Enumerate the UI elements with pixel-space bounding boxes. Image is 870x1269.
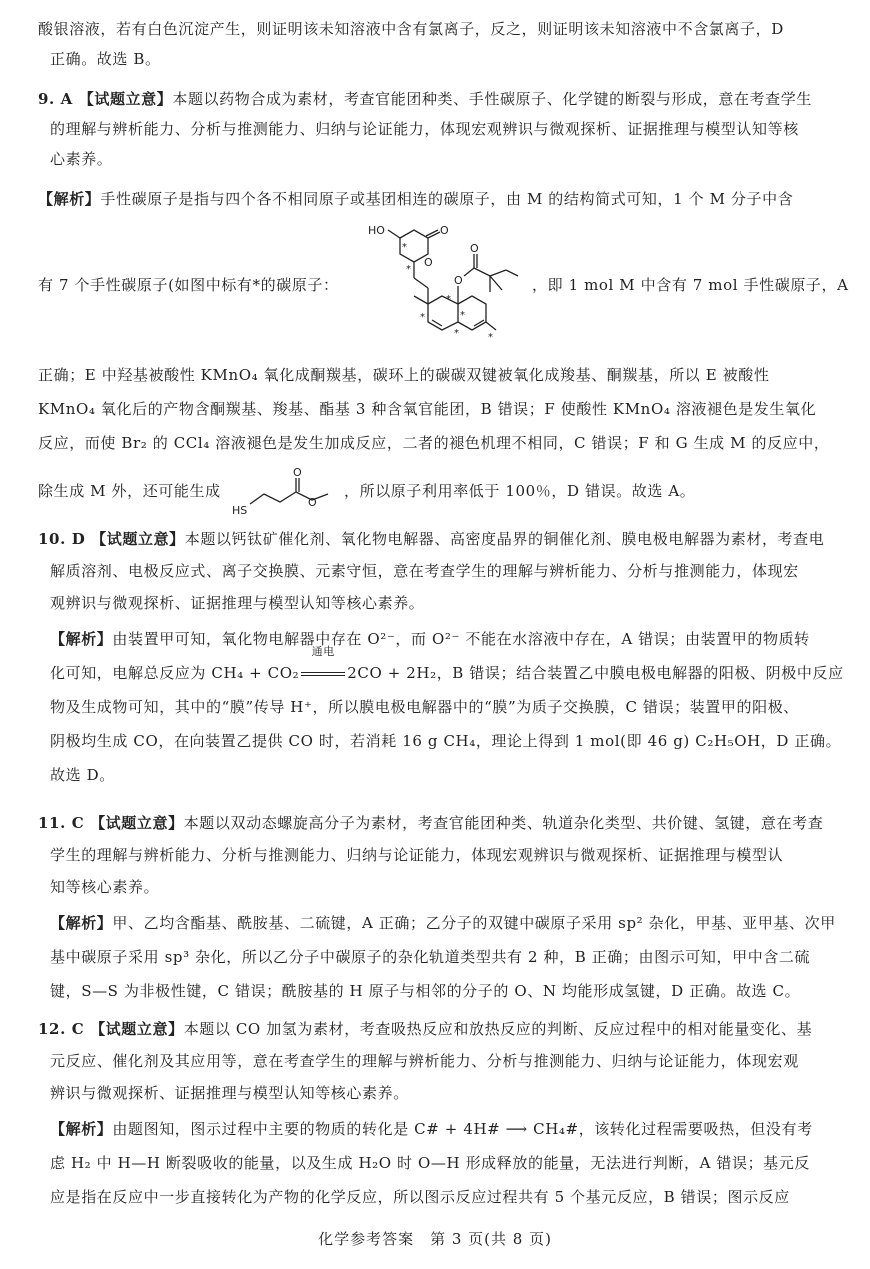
text-line: 有 7 个手性碳原子(如图中标有*的碳原子： [38, 276, 339, 294]
text-line: 辨识与微观探析、证据推理与模型认知等核心素养。 [50, 1084, 409, 1102]
mol-label: O [293, 466, 302, 479]
text-line: 学生的理解与辨析能力、分析与推测能力、归纳与论证能力，体现宏观辨识与微观探析、证据推理与模型认 [50, 846, 784, 864]
text-line: 观辨识与微观探析、证据推理与模型认知等核心素养。 [50, 594, 425, 612]
text-line: 酸银溶液，若有白色沉淀产生，则证明该未知溶液中含有氯离子，反之，则证明该未知溶液中不含氯离子，D [38, 20, 784, 38]
chiral-star: * [446, 294, 451, 305]
text-line: 故选 D。 [50, 766, 115, 784]
chiral-star: * [406, 264, 411, 275]
text-line: 除生成 M 外，还可能生成 [38, 482, 221, 500]
text-line: 知等核心素养。 [50, 878, 160, 896]
mol-label: O [470, 242, 479, 255]
analysis-label: 【解析】 [50, 914, 113, 932]
chiral-star: * [402, 242, 407, 253]
text-line: 反应，而使 Br₂ 的 CCl₄ 溶液褪色是发生加成反应，二者的褪色机理不相同，C 错误；F 和 G 生成 M 的反应中， [38, 434, 830, 452]
text-line: 键，S—S 为非极性键，C 错误；酰胺基的 H 原子与相邻的分子的 O、N 均能形成氢键，D 正确。故选 C。 [50, 982, 801, 1000]
question-10-analysis: 【解析】由装置甲可知，氧化物电解器中存在 O²⁻，而 O²⁻ 不能在水溶液中存在，A 错误；由装置甲的物质转 [50, 630, 810, 648]
question-10-intro: 10. D 【试题立意】本题以钙钛矿催化剂、氧化物电解器、高密度晶界的铜催化剂、膜电极电解器为素材，考查电 [38, 530, 825, 548]
text-line: 心素养。 [50, 150, 113, 168]
text-line: ，即 1 mol M 中含有 7 mol 手性碳原子，A [532, 276, 849, 294]
question-9-intro: 9. A 【试题立意】本题以药物合成为素材，考查官能团种类、手性碳原子、化学键的断裂与形成，意在考查学生 [38, 90, 812, 108]
text-line: 基中碳原子采用 sp³ 杂化，所以乙分子中碳原子的杂化轨道类型共有 2 种，B 正确；由图示可知，甲中含二硫 [50, 948, 811, 966]
question-9-heading: 9. A 【试题立意】 [38, 90, 173, 108]
question-11-analysis: 【解析】甲、乙均含酯基、酰胺基、二硫键，A 正确；乙分子的双键中碳原子采用 sp² 杂化，甲基、亚甲基、次甲 [50, 914, 836, 932]
mol-label: O [440, 224, 449, 237]
analysis-label: 【解析】 [50, 1120, 113, 1138]
question-9-analysis: 【解析】手性碳原子是指与四个各不相同原子或基团相连的碳原子，由 M 的结构简式可知，1 个 M 分子中含 [38, 190, 794, 208]
text-line: 应是指在反应中一步直接转化为产物的化学反应，所以图示反应过程共有 5 个基元反应，B 错误；图示反应 [50, 1188, 790, 1206]
question-10-heading: 10. D 【试题立意】 [38, 530, 185, 548]
text-line: 的理解与辨析能力、分析与推测能力、归纳与论证能力，体现宏观辨识与微观探析、证据推理与模型认知等核 [50, 120, 799, 138]
chiral-star: * [488, 332, 493, 343]
text-line: 正确。故选 B。 [50, 50, 161, 68]
question-12-analysis: 【解析】由题图知，图示过程中主要的物质的转化是 C# + 4H# ⟶ CH₄#，该转化过程需要吸热，但没有考 [50, 1120, 813, 1138]
text-line: KMnO₄ 氧化后的产物含酮羰基、羧基、酯基 3 种含氧官能团，B 错误；F 使酸性 KMnO₄ 溶液褪色是发生氧化 [38, 400, 817, 418]
analysis-label: 【解析】 [50, 630, 113, 648]
chiral-star: * [460, 310, 465, 321]
text-line: 正确；E 中羟基被酸性 KMnO₄ 氧化成酮羰基，碳环上的碳碳双键被氧化成羧基、酮羰基，所以 E 被酸性 [38, 366, 770, 384]
mol-label: HS [232, 504, 248, 517]
text-line: 阴极均生成 CO，在向装置乙提供 CO 时，若消耗 16 g CH₄，理论上得到 1 mol(即 46 g) C₂H₅OH，D 正确。 [50, 732, 842, 750]
text-line: 解质溶剂、电极反应式、离子交换膜、元素守恒，意在考查学生的理解与辨析能力、分析与推测能力，体现宏 [50, 562, 799, 580]
text-line: 物及生成物可知，其中的“膜”传导 H⁺，所以膜电极电解器中的“膜”为质子交换膜，C 错误；装置甲的阳极、 [50, 698, 799, 716]
molecule-ester-structure [226, 466, 346, 518]
mol-label: O [454, 274, 463, 287]
molecule-m-structure [362, 214, 532, 354]
analysis-label: 【解析】 [38, 190, 101, 208]
question-11-intro: 11. C 【试题立意】本题以双动态螺旋高分子为素材，考查官能团种类、轨道杂化类型、共价键、氢键，意在考查 [38, 814, 824, 832]
reaction-condition: 通电 [311, 645, 335, 658]
mol-label: O [308, 496, 317, 509]
mol-label: HO [368, 224, 385, 237]
chiral-star: * [454, 328, 459, 339]
question-11-heading: 11. C 【试题立意】 [38, 814, 184, 832]
page-footer: 化学参考答案 第 3 页(共 8 页) [318, 1230, 552, 1248]
text-line: 元反应、催化剂及其应用等，意在考查学生的理解与辨析能力、分析与推测能力、归纳与论证能力，体现宏观 [50, 1052, 799, 1070]
mol-label: O [424, 256, 433, 269]
question-12-intro: 12. C 【试题立意】本题以 CO 加氢为素材，考查吸热反应和放热反应的判断、反应过程中的相对能量变化、基 [38, 1020, 813, 1038]
text-line: 虑 H₂ 中 H—H 断裂吸收的能量，以及生成 H₂O 时 O—H 形成释放的能量，无法进行判断，A 错误；基元反 [50, 1154, 810, 1172]
text-line: 化可知，电解总反应为 CH₄ + CO₂ 通电 2CO + 2H₂，B 错误；结合装置乙中膜电极电解器的阳极、阴极中反应 [50, 645, 844, 682]
text-line: ，所以原子利用率低于 100％，D 错误。故选 A。 [344, 482, 696, 500]
question-12-heading: 12. C 【试题立意】 [38, 1020, 184, 1038]
chiral-star: * [420, 312, 425, 323]
